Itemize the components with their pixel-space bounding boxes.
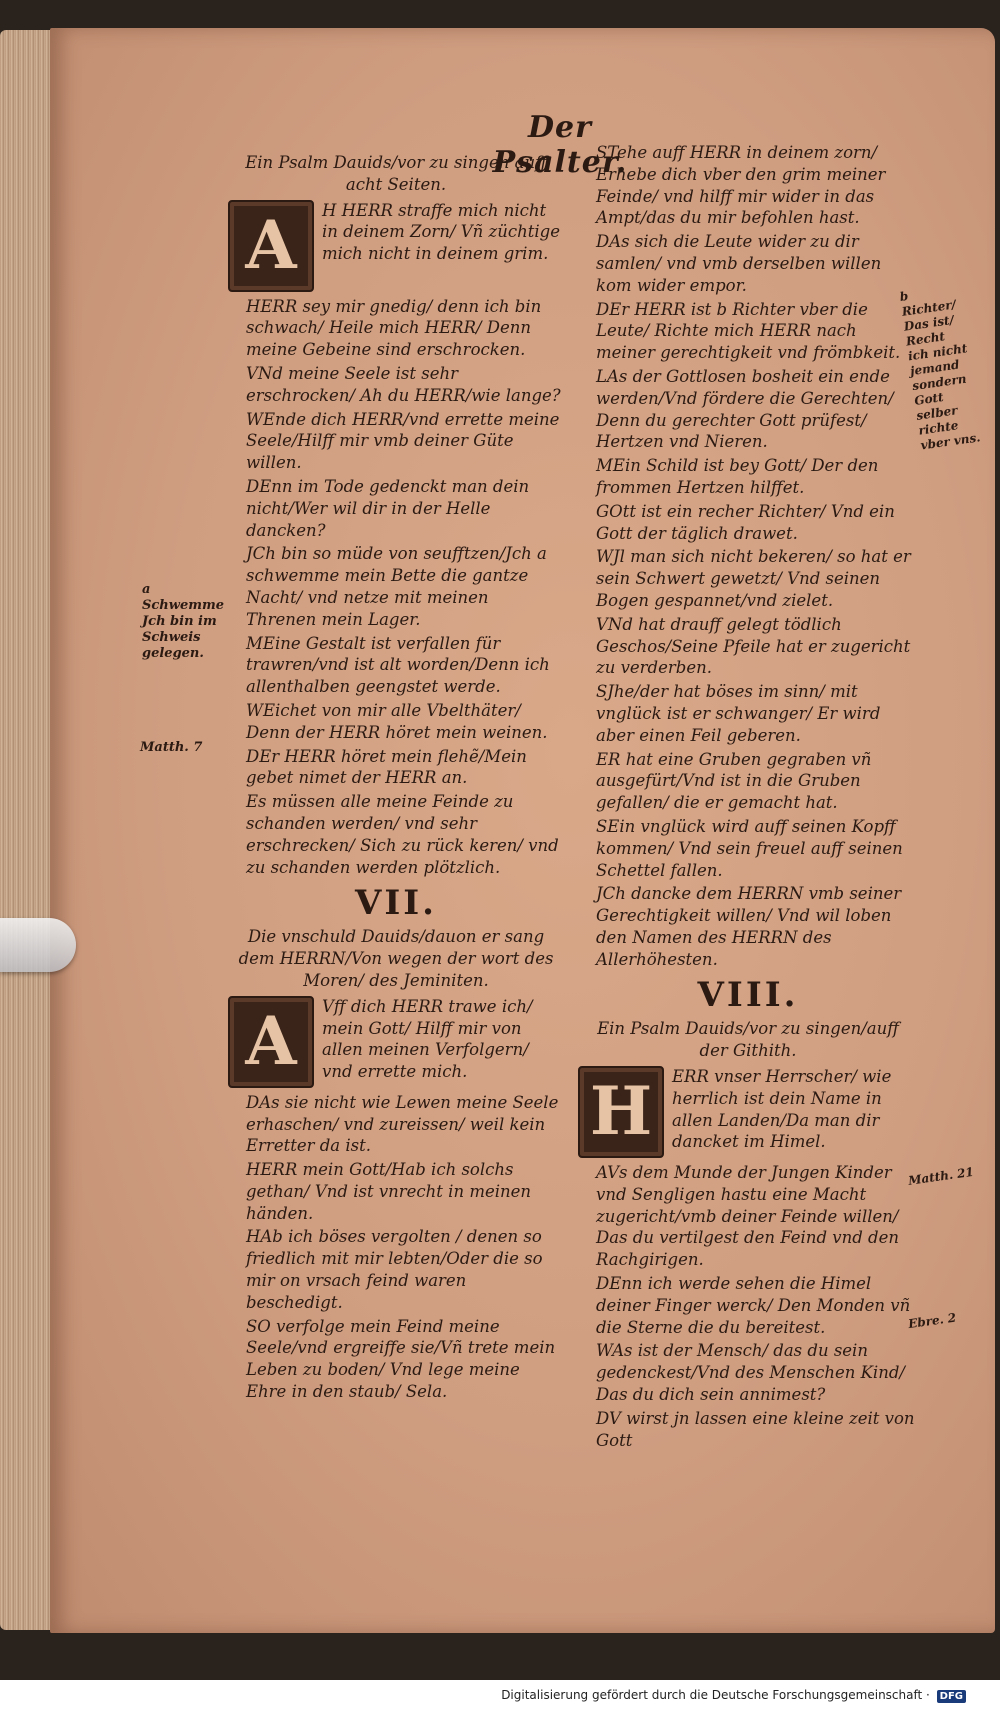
verse: ER hat eine Gruben gegraben vñ ausgefürt/Vnd ist in die Gruben gefallen/ die er gemacht hat. xyxy=(596,749,872,813)
verse: HAb ich böses vergolten / denen so friedlich mit mir lebten/Oder die so mir on vrsach feind waren beschedigt. xyxy=(246,1227,543,1312)
verse: AVs dem Munde der Jungen Kinder vnd Sengligen hastu eine Macht zugericht/vmb deiner Feinde willen/ Das du vertilgest den Feind vnd den Rachgirigen. xyxy=(596,1163,899,1270)
psalm-7-intro: Die vnschuld Dauids/dauon er sang dem HERRN/Von wegen der wort des Moren/ des Jeminiten. xyxy=(238,927,554,990)
verse: DEr HERR ist b Richter vber die Leute/ Richte mich HERR nach meiner gerechtigkeit vnd frömbkeit. xyxy=(596,299,901,363)
footer-text: Digitalisierung gefördert durch die Deutsche Forschungsgemeinschaft · xyxy=(501,1688,930,1702)
verse: WJl man sich nicht bekeren/ so hat er sein Schwert gewetzt/ Vnd seinen Bogen gespannet/vnd zielet. xyxy=(596,547,911,610)
psalm-7-opening xyxy=(228,996,564,1088)
dfg-logo-badge: DFG xyxy=(937,1690,966,1703)
verse: DAs sie nicht wie Lewen meine Seele erhaschen/ vnd zureissen/ weil kein Erretter da ist. xyxy=(246,1092,559,1156)
verse: STehe auff HERR in deinem zorn/ Erhebe dich vber den grim meiner Feinde/ vnd hilff mir wider in das Ampt/das du mir befohlen hast. xyxy=(596,143,886,228)
verse: HERR mein Gott/Hab ich solchs gethan/ Vnd ist vnrecht in meinen händen. xyxy=(246,1160,532,1223)
verse: GOtt ist ein recher Richter/ Vnd ein Gott der täglich drawet. xyxy=(596,501,895,543)
right-column xyxy=(578,142,918,1453)
dropcap-initial: A xyxy=(228,996,314,1088)
psalm-6-intro: Ein Psalm Dauids/vor zu singen auff acht Seiten. xyxy=(245,153,547,194)
verse: LAs der Gottlosen bosheit ein ende werden/Vnd fördere die Gerechten/ Denn du gerechter Gott prüfest/ Hertzen vnd Nieren. xyxy=(596,366,894,452)
verse: JCh bin so müde von seufftzen/Jch a schwemme mein Bette die gantze Nacht/ vnd netze mit meinen Threnen mein Lager. xyxy=(246,544,547,629)
verse: MEine Gestalt ist verfallen für trawren/vnd ist alt worden/Denn ich allenthalben geengstet werde. xyxy=(246,633,550,697)
opening-verse: ERR vnser Herrscher/ wie herrlich ist dein Name in allen Landen/Da man dir dancket im Himel. xyxy=(672,1067,892,1152)
verse: DV wirst jn lassen eine kleine zeit von Gott xyxy=(596,1408,915,1450)
psalm-6-opening xyxy=(228,200,564,292)
psalm-number-viii: VIII. xyxy=(697,975,799,1016)
page-header: Der Psalter. xyxy=(492,110,628,180)
margin-note-matth21: Matth. 21 xyxy=(907,1164,975,1188)
verse: HERR sey mir gnedig/ denn ich bin schwach/ Heile mich HERR/ Denn meine Gebeine sind erschrocken. xyxy=(246,296,542,360)
verse: WEnde dich HERR/vnd errette meine Seele/Hilff mir vmb deiner Güte willen. xyxy=(246,409,560,473)
verse: DEnn ich werde sehen die Himel deiner Finger werck/ Den Monden vñ die Sterne die du bereitest. xyxy=(596,1274,911,1337)
left-column xyxy=(228,152,564,1405)
opening-verse: H HERR straffe mich nicht in deinem Zorn/ Vñ züchtige mich nicht in deinem grim. xyxy=(322,200,560,264)
dropcap-initial: H xyxy=(578,1066,664,1158)
digitization-footer xyxy=(0,1688,1000,1709)
verse: DEr HERR höret mein flehẽ/Mein gebet nimet der HERR an. xyxy=(246,746,527,788)
psalm-8-opening xyxy=(578,1066,918,1158)
verse: Es müssen alle meine Feinde zu schanden werden/ vnd sehr erschrecken/ Sich zu rück keren/ vnd zu schanden werden plötzlich. xyxy=(246,792,559,877)
verse: WEichet von mir alle Vbelthäter/ Denn der HERR höret mein weinen. xyxy=(246,700,548,742)
psalm-number-vii: VII. xyxy=(354,883,438,924)
margin-note-ebre2: Ebre. 2 xyxy=(907,1310,958,1332)
opening-verse: Vff dich HERR trawe ich/ mein Gott/ Hilff mir von allen meinen Verfolgern/ vnd errette mich. xyxy=(322,996,533,1082)
psalm-8-intro: Ein Psalm Dauids/vor zu singen/auff der Githith. xyxy=(597,1019,899,1061)
margin-note-richter: b Richter/ Das ist/ Recht ich nicht jemand sondern Gott selber richte vber vns. xyxy=(898,288,982,453)
verse: MEin Schild ist bey Gott/ Der den frommen Hertzen hilffet. xyxy=(596,456,879,497)
page-clip xyxy=(0,918,76,972)
verse: SEin vnglück wird auff seinen Kopff kommen/ Vnd sein freuel auff seinen Schettel fallen. xyxy=(596,816,903,880)
verse: VNd hat drauff gelegt tödlich Geschos/Seine Pfeile hat er zugericht zu verderben. xyxy=(596,614,911,678)
verse: VNd meine Seele ist sehr erschrocken/ Ah du HERR/wie lange? xyxy=(246,363,561,405)
verse: SO verfolge mein Feind meine Seele/vnd ergreiffe sie/Vñ trete mein Leben zu boden/ Vnd lege meine Ehre in den staub/ Sela. xyxy=(246,1316,556,1402)
verse: DAs sich die Leute wider zu dir samlen/ vnd vmb derselben willen kom wider empor. xyxy=(596,232,882,295)
verse: SJhe/der hat böses im sinn/ mit vnglück ist er schwanger/ Er wird aber einen Feil geberen. xyxy=(596,682,881,745)
verse: JCh dancke dem HERRN vmb seiner Gerechtigkeit willen/ Vnd wil loben den Namen des HERRN des Allerhöhesten. xyxy=(596,884,902,969)
verse: WAs ist der Mensch/ das du sein gedenckest/Vnd des Menschen Kind/ Das du dich sein annimest? xyxy=(596,1341,905,1405)
dropcap-initial: A xyxy=(228,200,314,292)
verse: DEnn im Tode gedenckt man dein nicht/Wer wil dir in der Helle dancken? xyxy=(246,476,530,540)
margin-note-matth7: Matth. 7 xyxy=(140,740,203,755)
margin-note-schwemme: a Schwemme Jch bin im Schweis gelegen. xyxy=(142,582,224,661)
